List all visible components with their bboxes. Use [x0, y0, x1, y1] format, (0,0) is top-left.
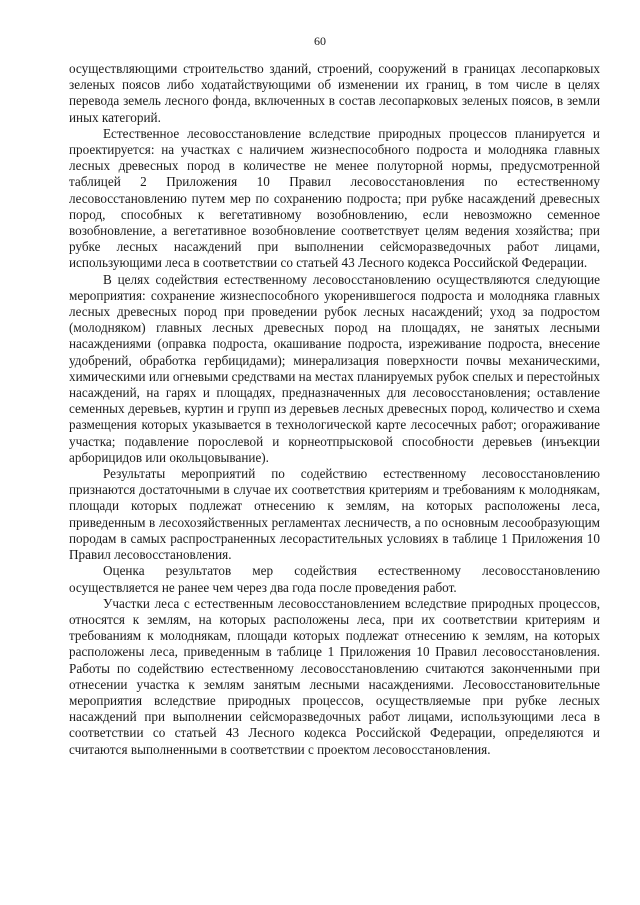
- paragraph-assessment-timing: Оценка результатов мер содействия естественному лесовосстановлению осуществляется не ранее чем через два года после проведения работ.: [69, 563, 600, 595]
- paragraph-results-criteria: Результаты мероприятий по содействию естественному лесовосстановлению признаются достаточными в случае их соответствия критериям и требованиям к молоднякам, площади которых подлежат отнесению к землям, на которых расположены леса, приведенным в лесохозяйственных регламентах лесничеств, а по основным лесообразующим породам в самых распространенных лесорастительных условиях в таблице 1 Приложения 10 Правил лесовосстановления.: [69, 466, 600, 563]
- paragraph-natural-reforestation: Естественное лесовосстановление вследствие природных процессов планируется и проектируется: на участках с наличием жизнеспособного подроста и молодняка главных лесных древесных пород в количестве не менее полуторной нормы, предусмотренной таблицей 2 Приложения 10 Правил лесовосстановления по естественному лесовосстановлению путем мер по сохранению подроста; при рубке насаждений древесных пород, способных к вегетативному возобновлению, если невозможно семенное возобновление, а вегетативное возобновление соответствует целям ведения хозяйства; при рубке лесных насаждений при выполнении сейсморазведочных работ лицами, использующими леса в соответствии со статьей 43 Лесного кодекса Российской Федерации.: [69, 125, 600, 271]
- body-text: [69, 61, 600, 758]
- paragraph-continuation: осуществляющими строительство зданий, строений, сооружений в границах лесопарковых зеленых поясов либо ходатайствующими об изменении их границ, в том числе в целях перевода земель лесного фонда, включенных в состав лесопарковых зеленых поясов, в земли иных категорий.: [69, 61, 600, 125]
- paragraph-assistance-measures: В целях содействия естественному лесовосстановлению осуществляются следующие мероприятия: сохранение жизнеспособного укоренившегося подроста и молодняка главных лесных древесных пород при проведении рубок лесных насаждений; уход за подростом (молодняком) главных лесных древесных пород на площадях, не занятых лесными насаждениями (оправка подроста, окашивание подроста, изреживание подроста, внесение удобрений, обработка гербицидами); минерализация поверхности почвы механическими, химическими или огневыми средствами на местах планируемых рубок спелых и перестойных насаждений, на гарях и площадях, предназначенных для лесовосстановления; оставление семенных деревьев, куртин и групп из деревьев лесных древесных пород, количество и схема размещения которых указывается в технологической карте лесосечных работ; огораживание участка; подавление порослевой и корнеотпрысковой способности деревьев (инъекции арборицидов или окольцовывание).: [69, 271, 600, 465]
- page-number: 60: [314, 34, 326, 48]
- paragraph-land-classification: Участки леса с естественным лесовосстановлением вследствие природных процессов, относятся к землям, на которых расположены леса, при их соответствии критериям и требованиям к молоднякам, площади которых подлежат отнесению к землям, на которых расположены леса, приведенным в таблице 1 Приложения 10 Правил лесовосстановления. Работы по содействию естественному лесовосстановлению считаются законченными при отнесении участка к землям занятым лесными насаждениями. Лесовосстановительные мероприятия вследствие природных процессов, осуществляемые при рубке лесных насаждений при выполнении сейсморазведочных работ лицами, использующими леса в соответствии со статьей 43 Лесного кодекса Российской Федерации, определяются и считаются выполненными в соответствии с проектом лесовосстановления.: [69, 595, 600, 757]
